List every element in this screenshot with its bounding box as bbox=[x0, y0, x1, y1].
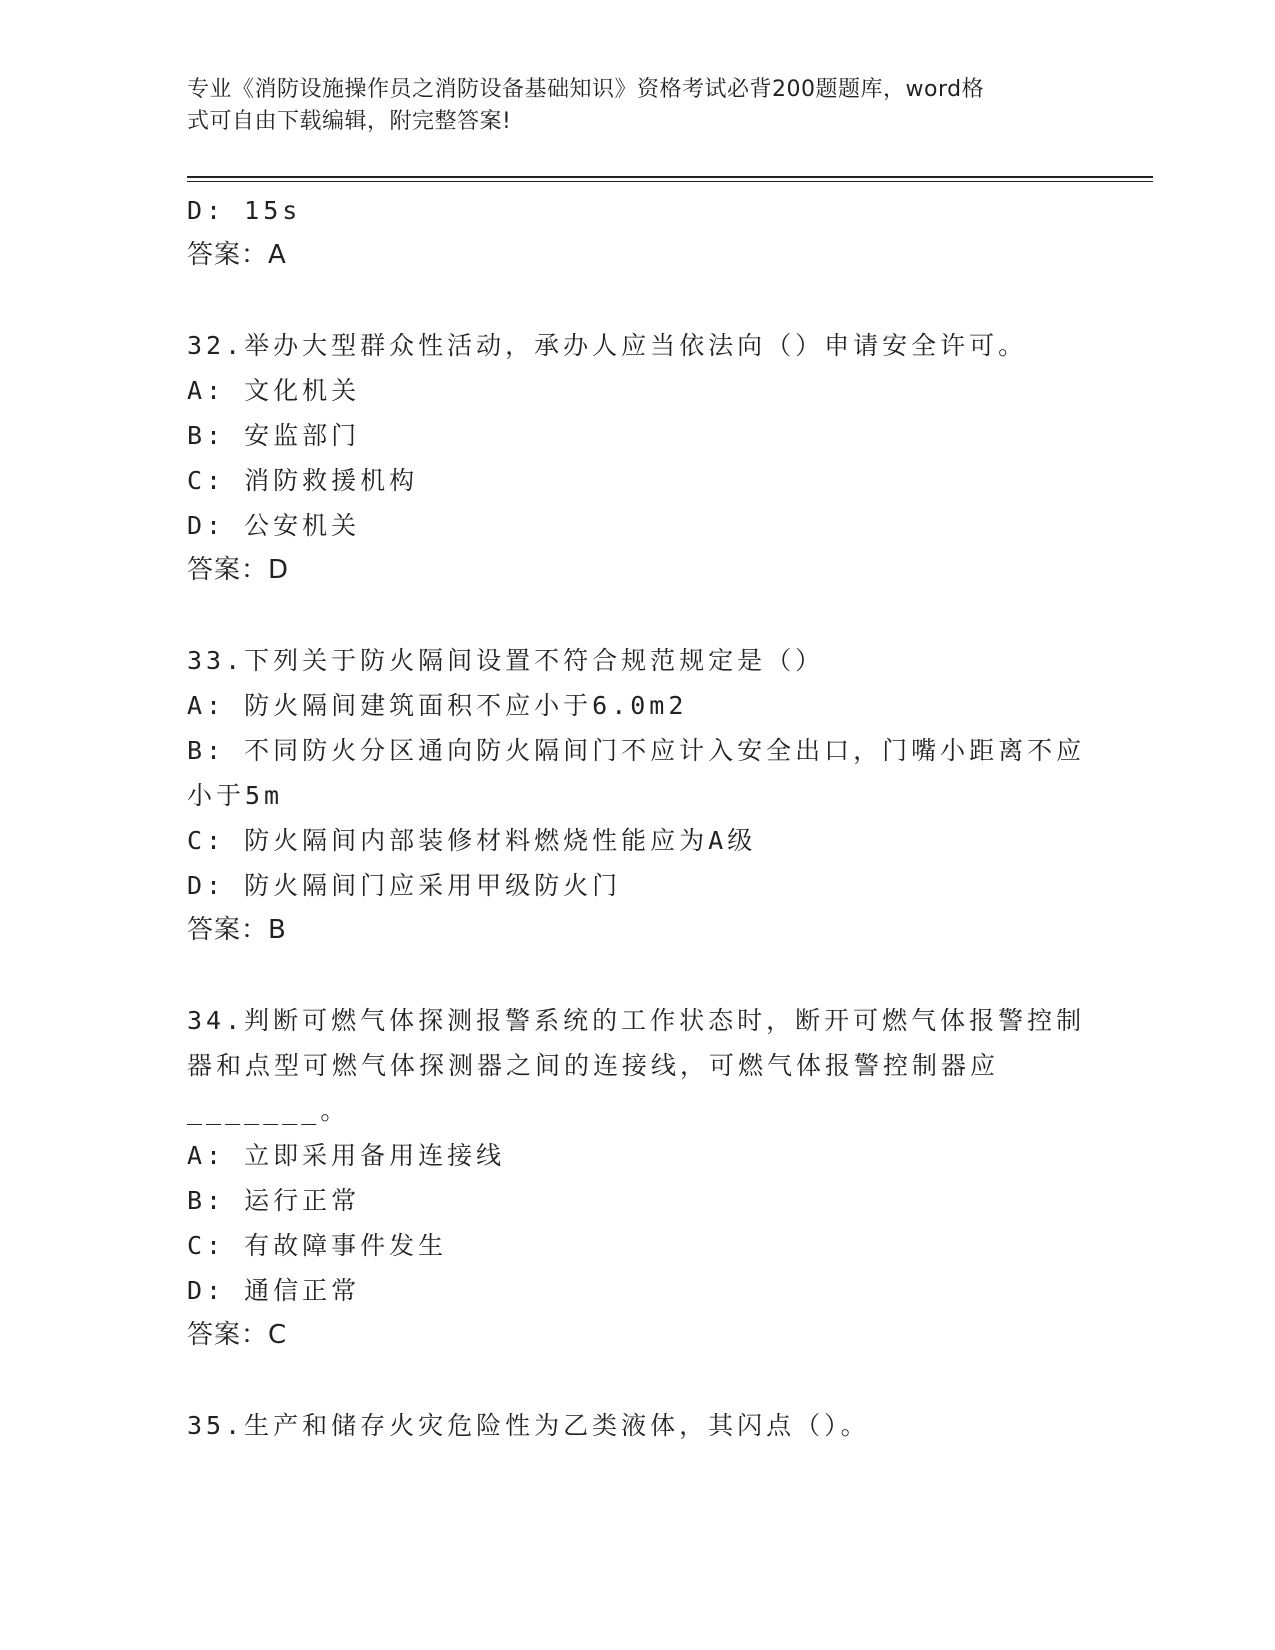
option-c: C: 防火隔间内部装修材料燃烧性能应为A级 bbox=[187, 826, 757, 855]
answer: 答案：C bbox=[187, 1320, 288, 1350]
option-b: B: 安监部门 bbox=[187, 421, 361, 450]
question-stem: 35.生产和储存火灾危险性为乙类液体，其闪点（）。 bbox=[187, 1411, 870, 1440]
question-35 bbox=[187, 1403, 1087, 1448]
option-a: A: 文化机关 bbox=[187, 376, 361, 405]
spacer bbox=[187, 278, 1087, 323]
option-d: D: 防火隔间门应采用甲级防火门 bbox=[187, 871, 622, 900]
header-rule-thick bbox=[187, 176, 1153, 178]
spacer bbox=[187, 593, 1087, 638]
answer: 答案：A bbox=[187, 240, 287, 270]
question-stem-line-2: 器和点型可燃气体探测器之间的连接线，可燃气体报警控制器应 bbox=[187, 1051, 1000, 1080]
option-d: D: 15s bbox=[187, 196, 302, 225]
previous-question-tail bbox=[187, 188, 1087, 278]
option-b: B: 运行正常 bbox=[187, 1186, 361, 1215]
option-a: A: 立即采用备用连接线 bbox=[187, 1141, 506, 1170]
question-stem: 33.下列关于防火隔间设置不符合规范规定是（） bbox=[187, 646, 825, 675]
option-d: D: 公安机关 bbox=[187, 511, 361, 540]
option-c: C: 有故障事件发生 bbox=[187, 1231, 448, 1260]
question-stem: 32.举办大型群众性活动，承办人应当依法向（）申请安全许可。 bbox=[187, 331, 1028, 360]
answer: 答案：D bbox=[187, 555, 290, 585]
question-stem-line-3: _______。 bbox=[187, 1096, 350, 1125]
option-c: C: 消防救援机构 bbox=[187, 466, 419, 495]
header-line-2: 式可自由下载编辑，附完整答案! bbox=[187, 109, 512, 134]
spacer bbox=[187, 953, 1087, 998]
question-32 bbox=[187, 323, 1087, 593]
question-content bbox=[187, 188, 1087, 1448]
option-a: A: 防火隔间建筑面积不应小于6.0m2 bbox=[187, 691, 688, 720]
header-rule-thin bbox=[187, 181, 1153, 182]
question-33 bbox=[187, 638, 1087, 953]
option-d: D: 通信正常 bbox=[187, 1276, 361, 1305]
header-line-1: 专业《消防设施操作员之消防设备基础知识》资格考试必背200题题库，word格 bbox=[187, 77, 985, 102]
page-header bbox=[187, 74, 1067, 138]
answer: 答案：B bbox=[187, 915, 287, 945]
option-b-line-1: B: 不同防火分区通向防火隔间门不应计入安全出口，门嘴小距离不应 bbox=[187, 736, 1086, 765]
spacer bbox=[187, 1358, 1087, 1403]
question-34 bbox=[187, 998, 1087, 1358]
option-b-line-2: 小于5m bbox=[187, 781, 284, 810]
question-stem-line-1: 34.判断可燃气体探测报警系统的工作状态时，断开可燃气体报警控制 bbox=[187, 1006, 1086, 1035]
